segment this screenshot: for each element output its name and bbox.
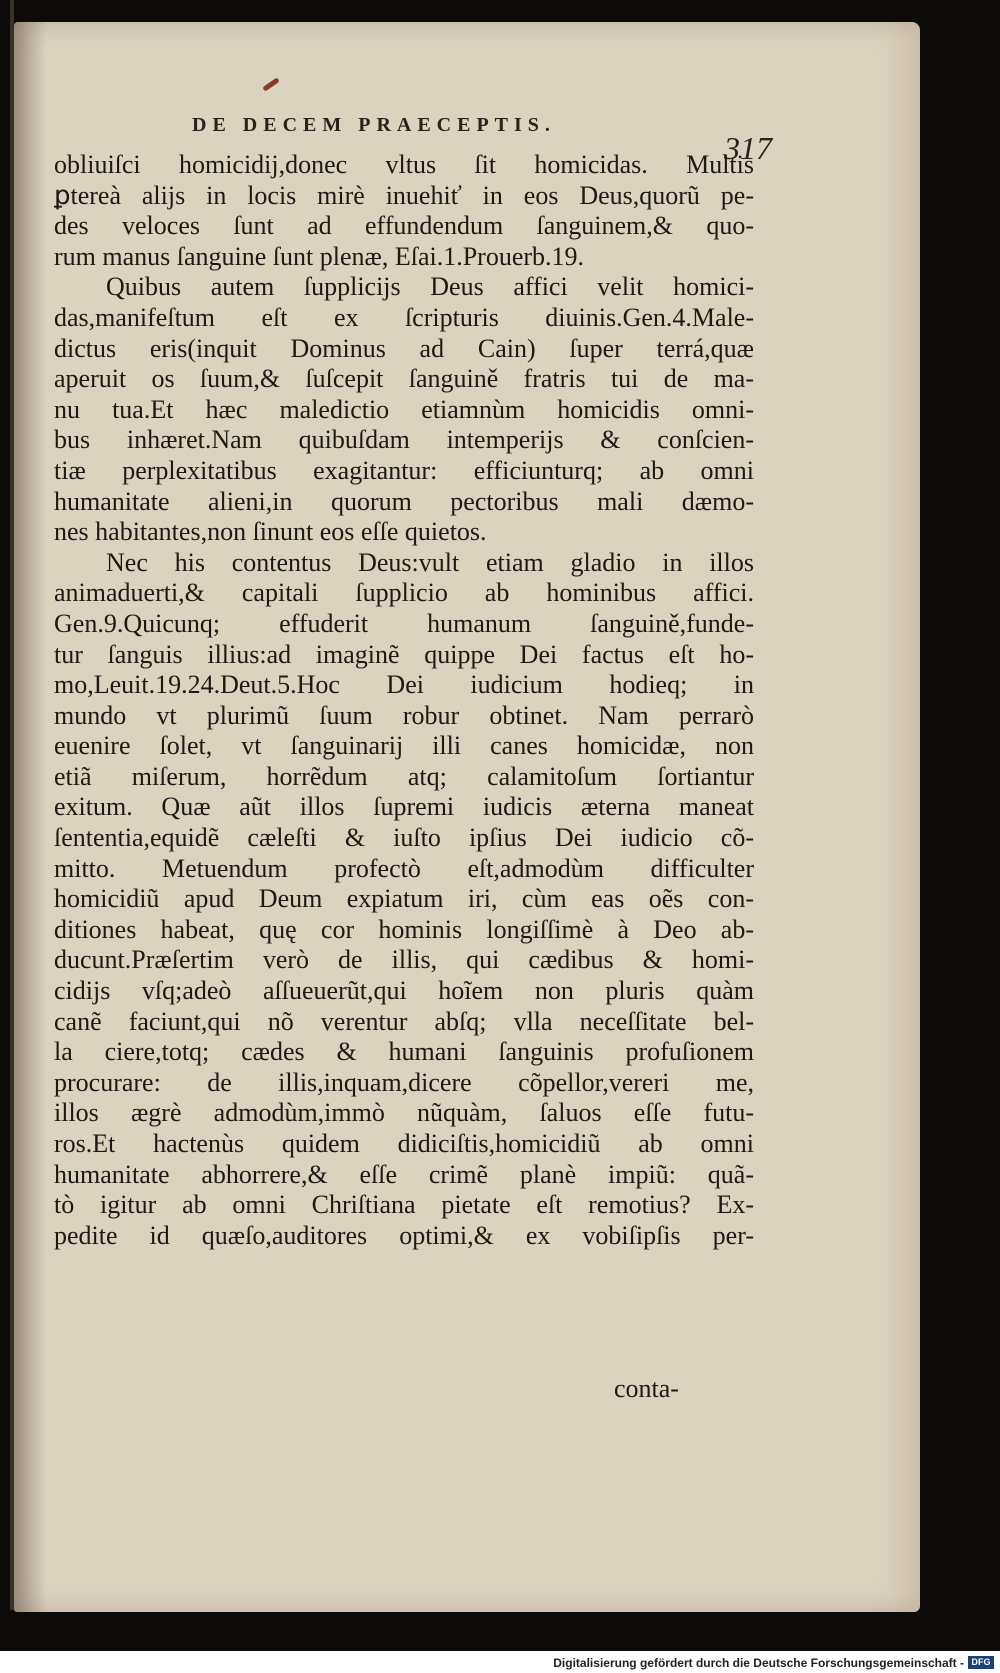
book-page: [14, 22, 920, 1612]
text-line: canẽ faciunt,qui nõ verentur abſq; vlla neceſſitate bel-: [54, 1006, 754, 1036]
text-line: homicidiũ apud Deum expiatum iri, cùm eas oẽs con-: [54, 884, 754, 914]
text-line: ditiones habeat, quę cor hominis longiſſimè à Deo ab-: [54, 914, 754, 944]
catchword: conta-: [614, 1374, 679, 1403]
gutter-shadow: [14, 22, 46, 1612]
text-body: [54, 150, 754, 1251]
text-line: des veloces ſunt ad effundendum ſanguinem,& quo-: [54, 211, 754, 241]
text-line: cidijs vſq;adeò aſſueuerũt,qui hoĩem non pluris quàm: [54, 976, 754, 1006]
text-line: ros.Et hactenùs quidem didiciſtis,homicidiũ ab omni: [54, 1129, 754, 1158]
text-line: Nec his contentus Deus:vult etiam gladio in illos: [106, 547, 754, 577]
text-line: nu tua.Et hæc maledictio etiamnùm homicidis omni-: [54, 394, 754, 424]
text-line: pedite id quæſo,auditores optimi,& ex vobiſipſis per-: [54, 1220, 754, 1250]
text-line: la ciere,totq; cædes & humani ſanguinis profuſionem: [54, 1037, 754, 1067]
text-line: animaduerti,& capitali ſupplicio ab hominibus affici.: [54, 578, 754, 608]
dfg-logo: DFG: [968, 1656, 994, 1669]
text-line: ſententia,equidẽ cæleſti & iuſto ipſius Dei iudicio cõ-: [54, 823, 754, 853]
text-line: ducunt.Præſertim verò de illis, qui cædibus & homi-: [54, 945, 754, 975]
text-line: mo,Leuit.19.24.Deut.5.Hoc Dei iudicium hodieq; in: [54, 670, 754, 700]
text-line: tò igitur ab omni Chriſtiana pietate eſt remotius? Ex-: [54, 1190, 754, 1220]
text-line: ꝑtereà alijs in locis mirè inuehiť in eos Deus,quorũ pe-: [54, 180, 754, 210]
text-line: nes habitantes,non ſinunt eos eſſe quietos.: [54, 517, 487, 547]
ink-mark: [262, 77, 280, 91]
text-line: illos ægrè admodùm,immò nũquàm, ſaluos eſſe futu-: [54, 1098, 754, 1128]
funding-notice: Digitalisierung gefördert durch die Deutsche Forschungsgemeinschaft -: [553, 1656, 964, 1670]
text-line: etiã miſerum, horrẽdum atq; calamitoſum ſortiantur: [54, 761, 754, 791]
text-line: procurare: de illis,inquam,dicere cõpellor,vereri me,: [54, 1067, 754, 1097]
text-line: mitto. Metuendum profectò eſt,admodùm difficulter: [54, 853, 754, 883]
text-line: exitum. Quæ aũt illos ſupremi iudicis æterna maneat: [54, 792, 754, 822]
text-line: rum manus ſanguine ſunt plenæ, Eſai.1.Prouerb.19.: [54, 241, 585, 271]
text-line: humanitate abhorrere,& eſſe crimẽ planè impiũ: quã-: [54, 1159, 754, 1189]
text-line: tiæ perplexitatibus exagitantur: efficiunturq; ab omni: [54, 455, 754, 485]
footer-bar: [0, 1651, 1000, 1673]
running-head: DE DECEM PRAECEPTIS.: [192, 114, 556, 136]
text-line: tur ſanguis illius:ad imaginẽ quippe Dei factus eſt ho-: [54, 639, 754, 669]
page-number: 317: [724, 130, 772, 166]
text-line: obliuiſci homicidij,donec vltus ſit homicidas. Multis: [54, 150, 754, 179]
text-line: bus inhæret.Nam quibuſdam intemperijs & conſcien-: [54, 425, 754, 455]
text-line: Quibus autem ſupplicijs Deus affici velit homici-: [106, 272, 754, 302]
text-line: dictus eris(inquit Dominus ad Cain) ſuper terrá,quæ: [54, 333, 754, 363]
text-line: mundo vt plurimũ ſuum robur obtinet. Nam perrarò: [54, 700, 754, 730]
text-line: Gen.9.Quicunq; effuderit humanum ſanguině,funde-: [54, 608, 754, 638]
text-line: das,manifeſtum eſt ex ſcripturis diuinis.Gen.4.Male-: [54, 302, 754, 332]
text-line: humanitate alieni,in quorum pectoribus mali dæmo-: [54, 486, 754, 516]
text-line: euenire ſolet, vt ſanguinarij illi canes homicidæ, non: [54, 731, 754, 761]
text-line: aperuit os ſuum,& ſuſcepit ſanguině fratris tui de ma-: [54, 364, 754, 394]
